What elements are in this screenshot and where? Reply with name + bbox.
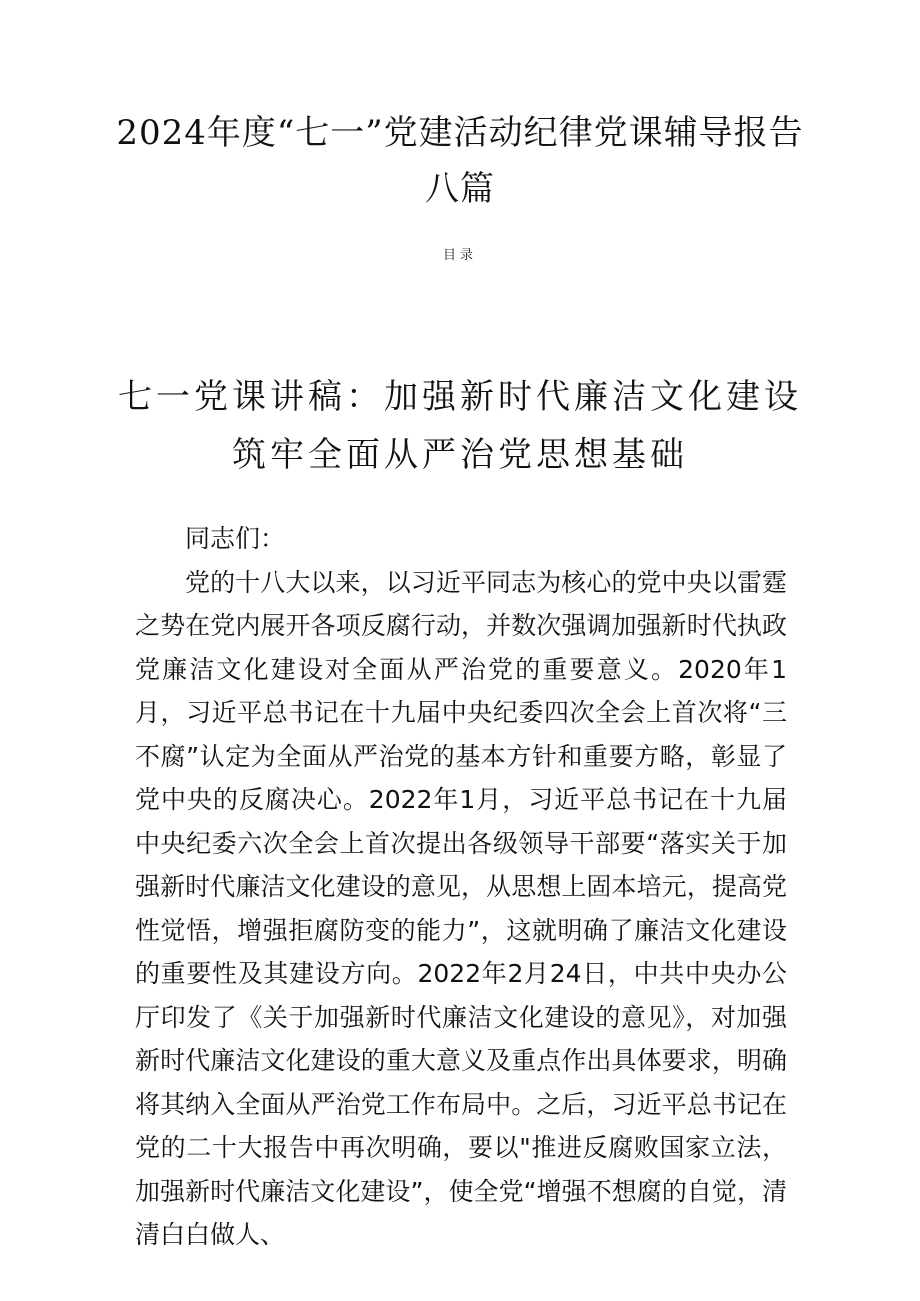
article-body xyxy=(135,517,787,1257)
document-title: 2024年度“七一”党建活动纪律党课辅导报告八篇 xyxy=(116,113,804,209)
article-title: 七一党课讲稿：加强新时代廉洁文化建设 筑牢全面从严治党思想基础 xyxy=(118,377,802,475)
salutation: 同志们： xyxy=(185,524,286,553)
body-paragraph: 党的十八大以来，以习近平同志为核心的党中央以雷霆之势在党内展开各项反腐行动，并数次强调加强新时代执政党廉洁文化建设对全面从严治党的重要意义。2020年1月，习近平总书记在十九届中央纪委四次全会上首次将“三不腐”认定为全面从严治党的基本方针和重要方略，彰显了党中央的反腐决心。2022年1月，习近平总书记在十九届中央纪委六次全会上首次提出各级领导干部要“落实关于加强新时代廉洁文化建设的意见，从思想上固本培元，提高党性觉悟，增强拒腐防变的能力”，这就明确了廉洁文化建设的重要性及其建设方向。2022年2月24日，中共中央办公厅印发了《关于加强新时代廉洁文化建设的意见》，对加强新时代廉洁文化建设的重大意义及重点作出具体要求，明确将其纳入全面从严治党工作布局中。之后，习近平总书记在党的二十大报告中再次明确，要以"推进反腐败国家立法，加强新时代廉洁文化建设”，使全党“增强不想腐的自觉，清清白白做人、 xyxy=(135,567,787,1249)
table-of-contents-label: 目录 xyxy=(442,248,477,263)
